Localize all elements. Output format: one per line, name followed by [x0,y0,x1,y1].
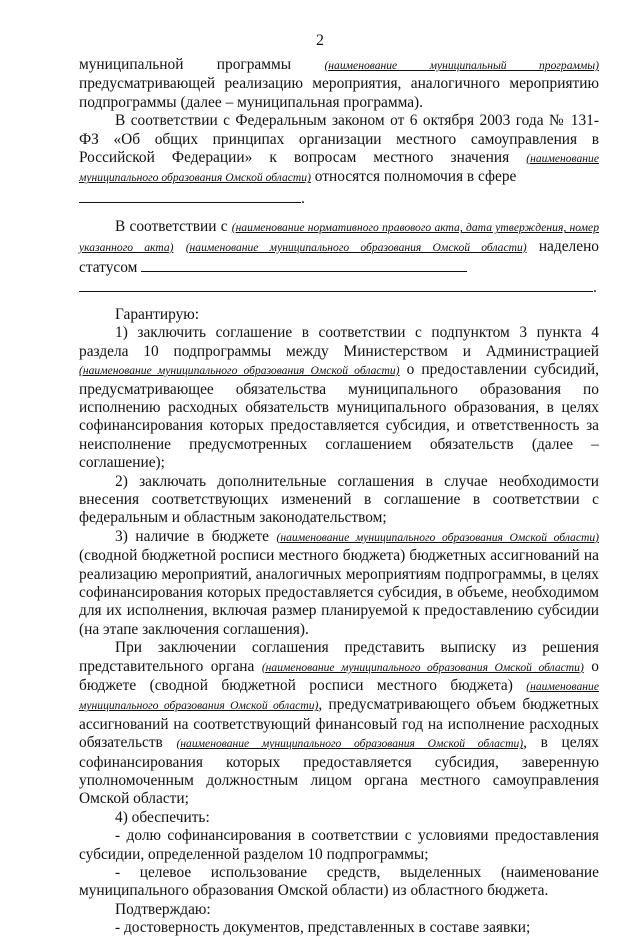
text: 3) наличие в бюджете [115,527,277,545]
paragraph-municipal-program [79,56,599,112]
text: . [593,279,597,297]
bullet-document-accuracy: - достоверность документов, представленных в составе заявки; [115,919,531,937]
paragraph-budget-extract [79,639,599,809]
placeholder-municipality-name: (наименование муниципального образования Омской области) [79,680,599,713]
text [174,238,186,255]
paragraph-federal-law [79,112,599,208]
list-item-4: 4) обеспечить: [115,808,210,826]
text: муниципальной программы [79,56,325,73]
text: 1) заключить соглашение в соответствии с подпунктом 3 пункта 4 раздела 10 подпрограммы между Министерством и Администрацией [79,324,599,360]
blank-line [79,277,593,292]
blank-line [79,188,301,203]
placeholder-municipality-name: (наименование муниципального образования Омской области) [276,530,599,544]
text: . [301,189,305,207]
list-item-3 [79,528,599,639]
paragraph-legal-act [79,218,599,298]
page-number: 2 [316,32,324,49]
text: наделено статусом [79,237,599,277]
text: При заключении соглашения представить выписку из решения представительного органа [79,639,599,675]
placeholder-program-name: (наименование муниципальный программы) [324,59,600,72]
placeholder-municipality-name: (наименование муниципального образования Омской области) [176,737,524,751]
text: В соответствии с Федеральным законом от 6 октября 2003 года № 131-ФЗ «Об общих принципах организации местного самоуправления в Российской Федерации» к вопросам местного значения [79,112,599,167]
text: относятся полномочия в сфере [310,168,517,186]
confirm-heading: Подтверждаю: [115,900,211,918]
text: В соответствии с [115,218,232,236]
bullet-targeted-use: - целевое использование средств, выделенных (наименование муниципального образования Омской области) из областного бюджета. [79,864,599,900]
guarantee-heading: Гарантирую: [115,305,200,323]
text: , в целях софинансирования которых предоставляется субсидия, заверенную уполномоченным должностным лицом органа местного самоуправления Омской области; [79,734,599,808]
placeholder-municipality-name: (наименование муниципального образования Омской области) [261,660,584,674]
list-item-1 [79,324,599,472]
list-item-2: 2) заключать дополнительные соглашения в случае необходимости внесения соответствующих изменений в соглашение в соответствии с федеральным и областным законодательством; [79,472,599,527]
document-body [79,56,599,938]
text: (сводной бюджетной росписи местного бюджета) бюджетных ассигнований на реализацию мероприятий, аналогичных мероприятиям подпрограммы, в целях софинансирования которых предоставляется субсидия, в объеме, необходимом для их исполнения, включая размер планируемой к предоставлению субсидии (на этапе заключения соглашения). [79,547,599,638]
text: о предоставлении субсидий, предусматривающее обязательства муниципального образования по исполнению расходных обязательств муниципального образования, в целях софинансирования которых предоставляется субсидия, и ответственность за неисполнение предусмотренных соглашением обязательств (далее – соглашение); [79,361,599,472]
placeholder-municipality-name: (наименование муниципального образования Омской области) [79,364,400,378]
text: , предусматривающего объем бюджетных ассигнований на соответствующий финансовый год на исполнение расходных обязательств [79,696,599,752]
placeholder-legal-act: (наименование нормативного правового акта, дата утверждения, номер указанного акта) [79,221,599,254]
blank-line [141,257,467,272]
text: о бюджете (сводной бюджетной росписи местного бюджета) [79,657,599,694]
placeholder-municipality-name: (наименование муниципального образования Омской области) [185,240,527,254]
placeholder-municipality-name: (наименование муниципального образования Омской области) [79,152,599,185]
text: предусматривающей реализацию мероприятия, аналогичного мероприятию подпрограммы (далее – муниципальная программа). [79,75,599,111]
bullet-cofinancing-share: - долю софинансирования в соответствии с условиями предоставления субсидии, определенной разделом 10 подпрограммы; [79,827,599,863]
